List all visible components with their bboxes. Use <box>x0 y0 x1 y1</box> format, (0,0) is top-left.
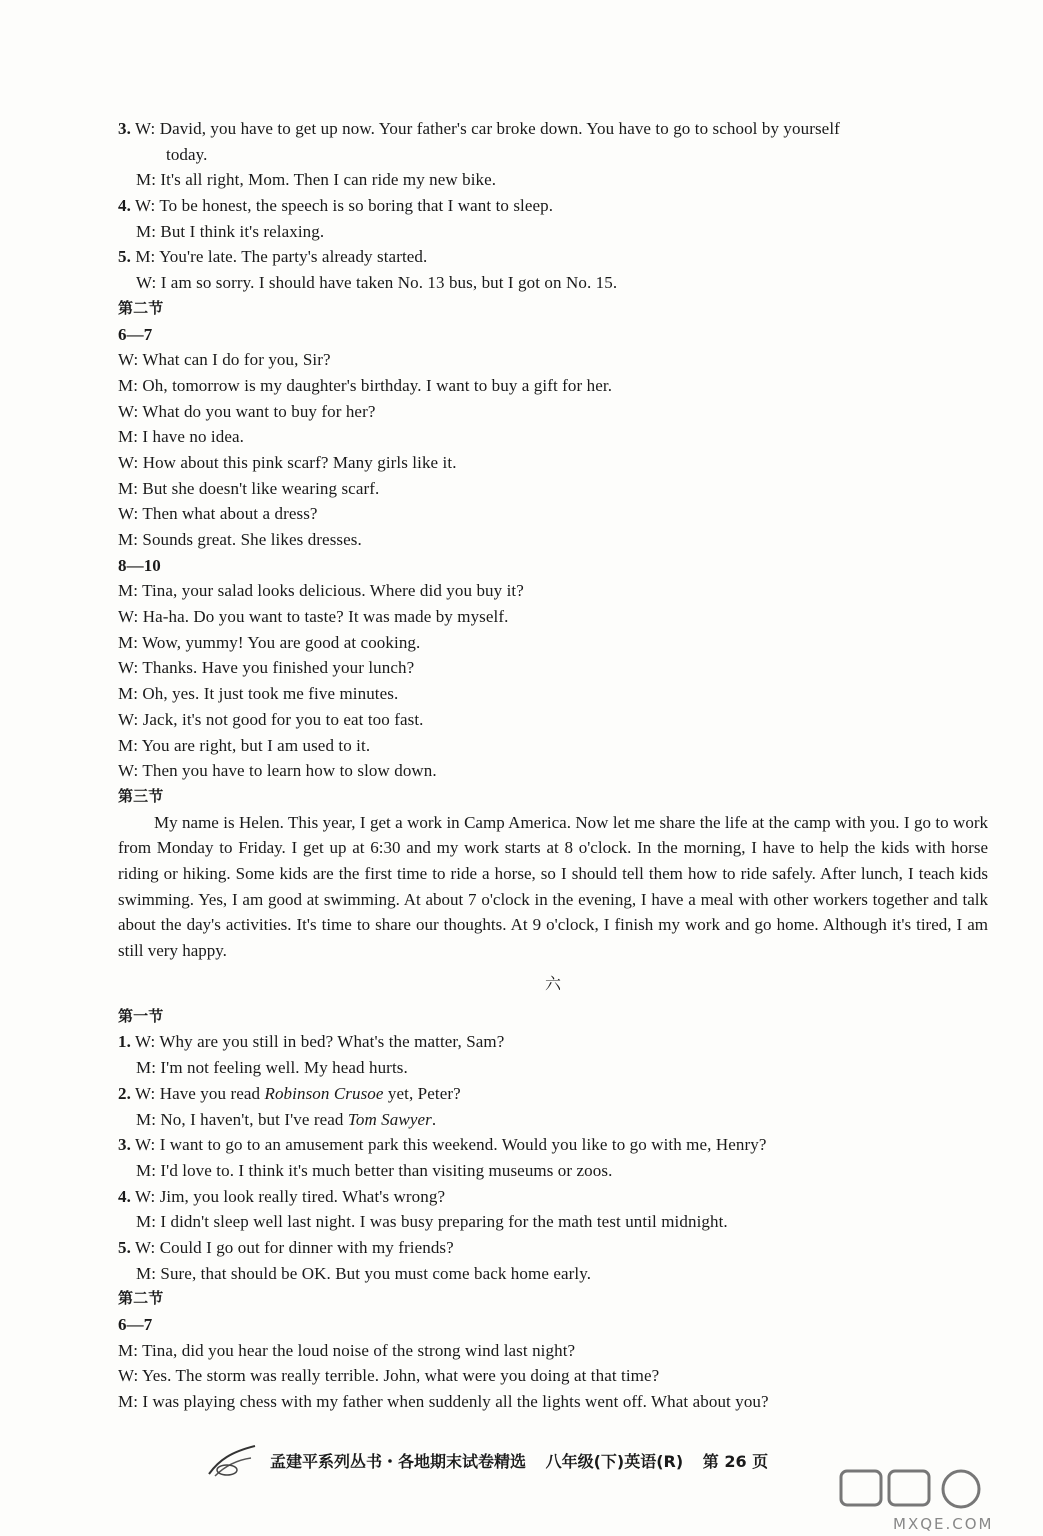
dialogue-line: M: Sounds great. She likes dresses. <box>118 530 362 549</box>
p6-section-heading-2: 第二节 <box>118 1289 164 1308</box>
p6-item-2-man: M: No, I haven't, but I've read Tom Sawyer. <box>136 1109 437 1129</box>
dialogue-line: W: Thanks. Have you finished your lunch? <box>118 658 415 678</box>
dialogue-line: W: How about this pink scarf? Many girls like it. <box>118 452 457 472</box>
part-six-title: 六 <box>544 973 561 993</box>
item-3-man: M: It's all right, Mom. Then I can ride my new bike. <box>136 170 497 190</box>
item-3-woman: 3. W: David, you have to get up now. Your father's car broke down. You have to go to school by yourself <box>118 119 840 138</box>
dialogue-line: M: Wow, yummy! You are good at cooking. <box>118 632 421 652</box>
dialogue-8-10 <box>118 578 988 784</box>
p6-item-5-man: M: Sure, that should be OK. But you must come back home early. <box>136 1263 592 1283</box>
p6-item-1-man: M: I'm not feeling well. My head hurts. <box>136 1058 408 1078</box>
section-heading-1: 第一节 <box>118 1006 164 1025</box>
dialogue-line: M: Tina, did you hear the loud noise of the strong wind last night? <box>118 1340 576 1360</box>
p6-item-4-man: M: I didn't sleep well last night. I was busy preparing for the math test until midnight. <box>136 1212 728 1232</box>
p6-dialogue-range-6-7: 6—7 <box>118 1315 153 1335</box>
p6-item-3-man: M: I'd love to. I think it's much better than visiting museums or zoos. <box>136 1160 613 1180</box>
dialogue-line: M: I have no idea. <box>118 427 244 447</box>
page-content <box>118 116 988 1415</box>
dialogue-line: M: Tina, your salad looks delicious. Where did you buy it? <box>118 581 524 601</box>
dialogue-line: W: Then what about a dress? <box>118 504 318 524</box>
p6-dialogue-6-7 <box>118 1338 988 1415</box>
book-title: Tom Sawyer <box>347 1109 432 1129</box>
dialogue-line: W: Jack, it's not good for you to eat too fast. <box>118 709 424 729</box>
footer-series: 孟建平系列丛书・各地期末试卷精选 <box>270 1452 527 1471</box>
footer-page-number: 第 26 页 <box>702 1452 769 1471</box>
item-4-man: M: But I think it's relaxing. <box>136 221 325 241</box>
dialogue-line: W: Then you have to learn how to slow down. <box>118 761 437 781</box>
p6-item-2-woman: 2. W: Have you read Robinson Crusoe yet, Peter? <box>118 1083 461 1103</box>
item-4-woman: 4. W: To be honest, the speech is so boring that I want to sleep. <box>118 196 554 216</box>
dialogue-line: M: I was playing chess with my father when suddenly all the lights went off. What about you? <box>118 1392 769 1412</box>
dialogue-line: W: What can I do for you, Sir? <box>118 350 331 370</box>
book-title: Robinson Crusoe <box>264 1083 384 1103</box>
section-heading-2: 第二节 <box>118 298 164 317</box>
dialogue-line: M: But she doesn't like wearing scarf. <box>118 478 380 498</box>
item-5-man: 5. M: You're late. The party's already started. <box>118 247 428 267</box>
dialogue-line: W: Ha-ha. Do you want to taste? It was made by myself. <box>118 607 509 627</box>
watermark-text: MXQE.COM <box>893 1515 994 1533</box>
dialogue-line: W: What do you want to buy for her? <box>118 401 376 421</box>
dialogue-line: M: You are right, but I am used to it. <box>118 735 371 755</box>
p6-item-1-woman: 1. W: Why are you still in bed? What's the matter, Sam? <box>118 1032 505 1052</box>
section-heading-3: 第三节 <box>118 786 164 805</box>
footer-grade: 八年级(下)英语(R) <box>545 1452 684 1471</box>
dialogue-line: M: Oh, yes. It just took me five minutes. <box>118 684 399 704</box>
series-logo-icon <box>205 1440 261 1480</box>
watermark-logo <box>833 1465 1013 1535</box>
dialogue-range-8-10: 8—10 <box>118 555 161 575</box>
item-5-woman: W: I am so sorry. I should have taken No. 13 bus, but I got on No. 15. <box>136 273 618 293</box>
p6-item-3-woman: 3. W: I want to go to an amusement park this weekend. Would you like to go with me, Henry? <box>118 1135 767 1155</box>
p6-item-4-woman: 4. W: Jim, you look really tired. What's wrong? <box>118 1186 446 1206</box>
dialogue-line: M: Oh, tomorrow is my daughter's birthday. I want to buy a gift for her. <box>118 375 613 395</box>
dialogue-6-7 <box>118 347 988 553</box>
item-3-woman-cont: today. <box>166 144 208 164</box>
dialogue-range-6-7: 6—7 <box>118 324 153 344</box>
listening-passage: My name is Helen. This year, I get a work in Camp America. Now let me share the life at the camp with you. I go to work from Monday to Friday. I get up at 6:30 and my work starts at 8 o'clock. In the morning, I have to help the kids with horse riding or hiking. Some kids are the first time to ride a horse, so I should tell them how to ride safely. After lunch, I teach kids swimming. Yes, I am good at swimming. At about 7 o'clock in the evening, I have a meal with other workers together and talk about the day's activities. It's time to share our thoughts. At 9 o'clock, I finish my work and go home. Although it's tired, I am still very happy. <box>118 812 988 961</box>
dialogue-line: W: Yes. The storm was really terrible. John, what were you doing at that time? <box>118 1366 660 1386</box>
p6-item-5-woman: 5. W: Could I go out for dinner with my friends? <box>118 1237 454 1257</box>
